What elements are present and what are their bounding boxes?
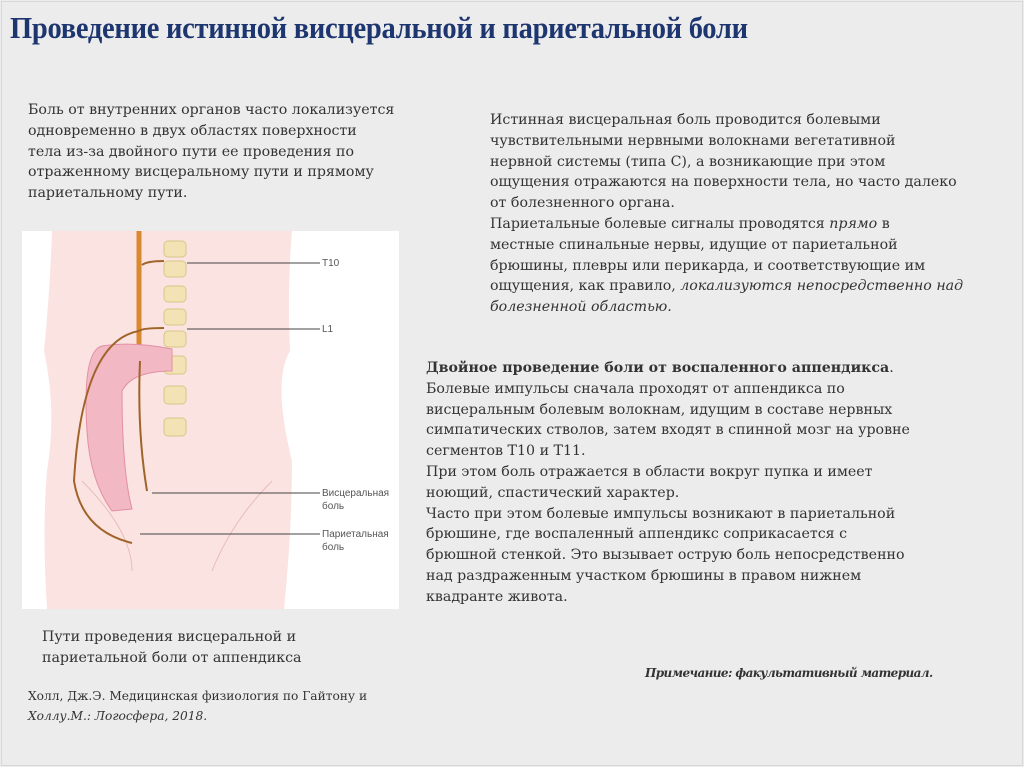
citation: [28, 686, 367, 726]
label-visceral-2: боль: [322, 501, 345, 512]
text-line: [426, 358, 910, 379]
slide-title: Проведение истинной висцеральной и париетальной боли: [10, 10, 748, 45]
text-line: париетальному пути.: [28, 185, 188, 202]
note: Примечание: факультативный материал.: [645, 666, 933, 680]
text-line: париетальной боли от аппендикса: [42, 650, 302, 666]
text-line: Холл, Дж.Э. Медицинская физиология по Гайтону и: [28, 689, 368, 703]
text-line: отраженному висцеральному пути и прямому: [28, 164, 374, 181]
text-line: Пути проведения висцеральной и: [42, 629, 297, 645]
text-line: одновременно в двух областях поверхности: [28, 122, 357, 139]
text-line: над раздраженным участком брюшины в правом нижнем: [426, 567, 862, 584]
text-line: При этом боль отражается в области вокруг пупка и имеет: [426, 463, 873, 480]
label-parietal: Париетальная: [322, 529, 389, 540]
italic-text: прямо: [829, 215, 878, 232]
text-line: ощущения отражаются на поверхности тела, но часто далеко: [490, 174, 957, 191]
text-line: квадранте живота.: [426, 588, 568, 605]
label-t10: T10: [322, 258, 340, 269]
text-line: брюшной стенкой. Это вызывает острую боль непосредственно: [426, 547, 905, 564]
anatomy-illustration: [22, 231, 399, 609]
label-parietal-2: боль: [322, 542, 345, 553]
text-line: Холлу.М.: Логосфера, 2018.: [28, 709, 208, 723]
text-line: ноющий, спастический характер.: [426, 484, 680, 501]
text-line: Боль от внутренних органов часто локализуется: [28, 102, 395, 118]
text-line: брюшине, где воспаленный аппендикс соприкасается с: [426, 526, 848, 543]
text-line: симпатических стволов, затем входят в спинной мозг на уровне: [426, 422, 910, 439]
italic-text: локализуются непосредственно над: [680, 278, 964, 295]
text-line: [490, 214, 963, 235]
text-line: местные спинальные нервы, идущие от париетальной: [490, 236, 898, 253]
text-line: Часто при этом болевые импульсы возникают в париетальной: [426, 505, 896, 522]
label-l1: L1: [322, 324, 334, 335]
text-line: Истинная висцеральная боль проводится болевыми: [490, 112, 881, 128]
text-span: Париетальные болевые сигналы проводятся: [490, 215, 830, 232]
text-line: нервной системы (типа С), а возникающие при этом: [490, 153, 886, 170]
text-line: Болевые импульсы сначала проходят от аппендикса по: [426, 380, 845, 397]
text-span: в: [877, 215, 890, 232]
text-line: от болезненного органа.: [490, 195, 675, 212]
text-span: .: [889, 360, 894, 376]
torso-diagram: [22, 231, 399, 609]
text-line: чувствительными нервными волокнами вегетативной: [490, 132, 896, 149]
text-line: [490, 276, 963, 297]
label-visceral: Висцеральная: [322, 488, 390, 499]
text-line: сегментов Т10 и Т11.: [426, 443, 586, 460]
italic-text: болезненной областью.: [490, 299, 672, 316]
visceral-parietal-paragraph: [490, 110, 963, 318]
text-line: брюшины, плевры или перикарда, и соответствующие им: [490, 257, 926, 274]
intro-paragraph: [28, 100, 394, 204]
figure-caption: [42, 627, 302, 669]
appendix-paragraph: [426, 358, 910, 608]
paragraph-heading: Двойное проведение боли от воспаленного аппендикса: [426, 360, 890, 376]
text-line: тела из-за двойного пути ее проведения по: [28, 143, 355, 160]
text-line: висцеральным болевым волокнам, идущим в составе нервных: [426, 401, 893, 418]
text-span: ощущения, как правило,: [490, 278, 681, 295]
